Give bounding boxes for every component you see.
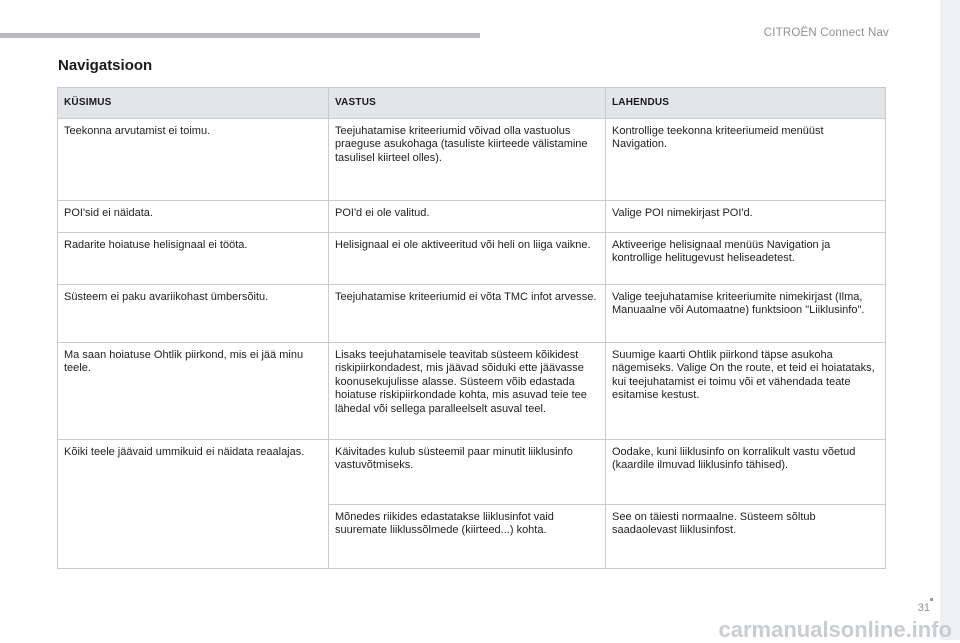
answer-cell: POI'd ei ole valitud.	[329, 201, 606, 233]
header-rule	[0, 33, 480, 38]
table-row	[58, 201, 886, 233]
table-row	[58, 343, 886, 440]
table-row	[58, 233, 886, 285]
table-row	[58, 440, 886, 505]
solution-cell: Kontrollige teekonna kriteeriumeid menüüst Navigation.	[606, 119, 886, 201]
answer-cell: Teejuhatamise kriteeriumid ei võta TMC infot arvesse.	[329, 285, 606, 343]
column-header-solution: LAHENDUS	[606, 88, 886, 119]
solution-cell: See on täiesti normaalne. Süsteem sõltub saadaolevast liiklusinfost.	[606, 505, 886, 569]
solution-cell: Suumige kaarti Ohtlik piirkond täpse asukoha nägemiseks. Valige On the route, et teid ei hoiatataks, kui teejuhatamist ei toimu või et vähendada teate esitamise kestust.	[606, 343, 886, 440]
solution-cell: Aktiveerige helisignaal menüüs Navigation ja kontrollige helitugevust heliseadetest.	[606, 233, 886, 285]
page-number: 31	[917, 602, 930, 614]
question-cell: Kõiki teele jäävaid ummikuid ei näidata reaalajas.	[58, 440, 329, 569]
page-marker-dot	[930, 598, 933, 601]
answer-cell: Käivitades kulub süsteemil paar minutit liiklusinfo vastuvõtmiseks.	[329, 440, 606, 505]
question-cell: POI'sid ei näidata.	[58, 201, 329, 233]
section-title: Navigatsioon	[58, 57, 153, 74]
page-edge-strip	[940, 0, 960, 640]
question-cell: Süsteem ei paku avariikohast ümbersõitu.	[58, 285, 329, 343]
table-header-row	[58, 88, 886, 119]
answer-cell: Helisignaal ei ole aktiveeritud või heli on liiga vaikne.	[329, 233, 606, 285]
solution-cell: Oodake, kuni liiklusinfo on korralikult vastu võetud (kaardile ilmuvad liiklusinfo tähised).	[606, 440, 886, 505]
answer-cell: Teejuhatamise kriteeriumid võivad olla vastuolus praeguse asukohaga (tasuliste kiirteede välistamine tasulisel kiirteel olles).	[329, 119, 606, 201]
question-cell: Teekonna arvutamist ei toimu.	[58, 119, 329, 201]
table-row	[58, 119, 886, 201]
question-cell: Ma saan hoiatuse Ohtlik piirkond, mis ei jää minu teele.	[58, 343, 329, 440]
column-header-question: KÜSIMUS	[58, 88, 329, 119]
question-cell: Radarite hoiatuse helisignaal ei tööta.	[58, 233, 329, 285]
column-header-answer: VASTUS	[329, 88, 606, 119]
troubleshooting-table	[57, 87, 886, 569]
solution-cell: Valige POI nimekirjast POI'd.	[606, 201, 886, 233]
table-row	[58, 285, 886, 343]
watermark: carmanualsonline.info	[718, 617, 952, 642]
answer-cell: Mõnedes riikides edastatakse liiklusinfot vaid suuremate liiklussõlmede (kiirteed...) kohta.	[329, 505, 606, 569]
solution-cell: Valige teejuhatamise kriteeriumite nimekirjast (Ilma, Manuaalne või Automaatne) funktsioon "Liiklusinfo".	[606, 285, 886, 343]
answer-cell: Lisaks teejuhatamisele teavitab süsteem kõikidest riskipiirkondadest, mis jäävad sõiduki ette jäävasse koonusekujulisse alasse. Süsteem võib edastada hoiatuse riskipiirkondade kohta, mis asuvad teie tee lähedal või sellega paralleelselt asuval teel.	[329, 343, 606, 440]
brand-label: CITROËN Connect Nav	[763, 27, 889, 39]
